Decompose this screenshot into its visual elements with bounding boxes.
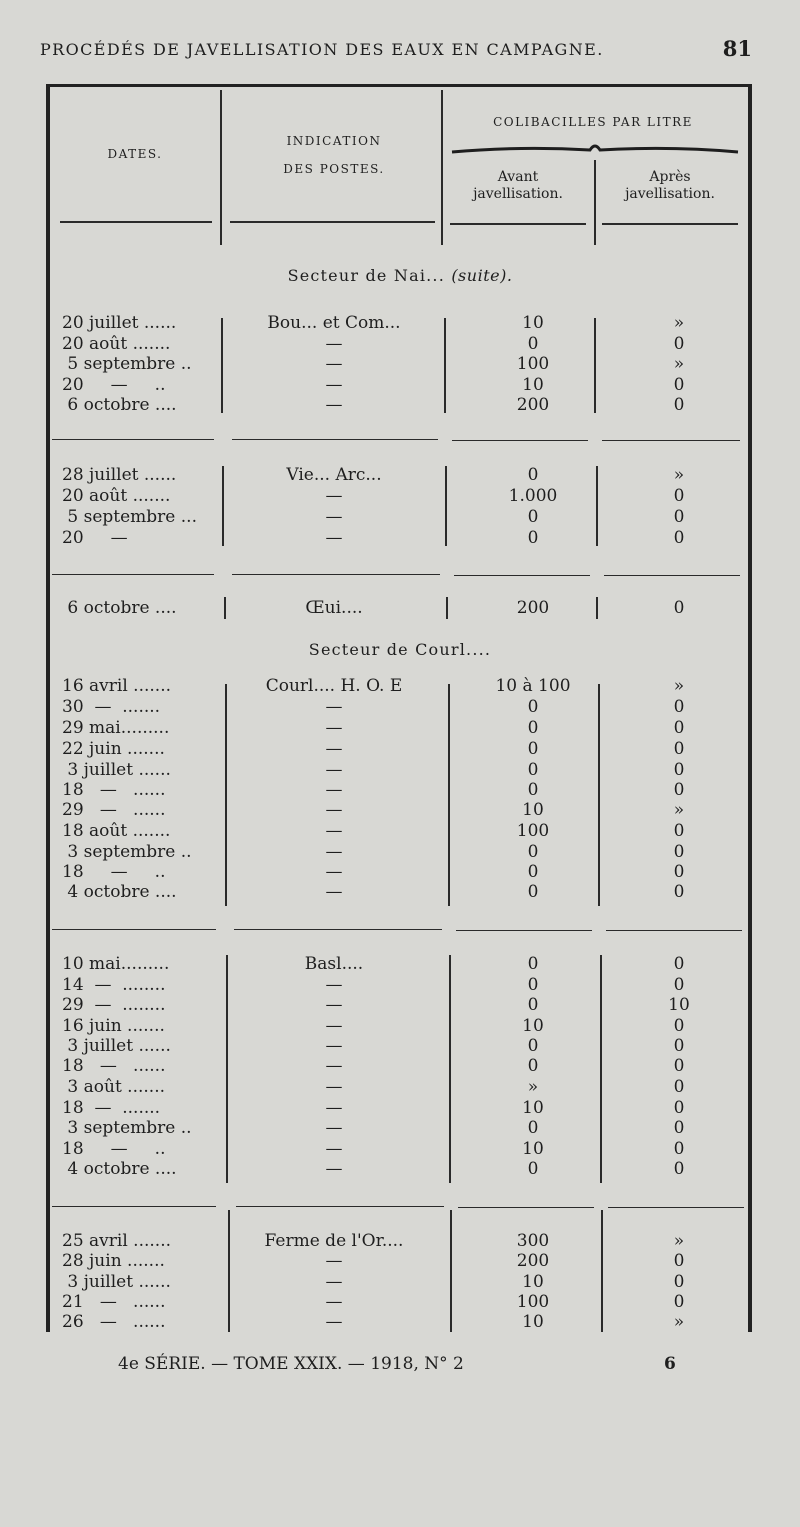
apres-cell: »	[673, 465, 685, 485]
group-divider	[232, 439, 438, 440]
table-row	[0, 334, 800, 355]
table-row	[0, 486, 800, 507]
date-cell: 18 — ..	[62, 1139, 166, 1159]
table-row	[0, 739, 800, 760]
avant-cell: 10	[522, 1098, 544, 1118]
brace-icon	[450, 138, 740, 160]
poste-cell: —	[325, 821, 343, 841]
poste-cell: —	[325, 1077, 343, 1097]
column-divider	[448, 684, 450, 906]
column-divider	[221, 318, 223, 413]
date-cell: 3 septembre ..	[62, 842, 192, 862]
apres-cell: »	[673, 676, 685, 696]
poste-cell: —	[325, 760, 343, 780]
avant-cell: 0	[527, 862, 539, 882]
group-divider	[604, 575, 740, 576]
poste-cell: —	[325, 1056, 343, 1076]
table-row	[0, 800, 800, 821]
header-rule	[230, 221, 435, 223]
avant-cell: 100	[516, 354, 550, 374]
column-divider	[598, 684, 600, 906]
avant-cell: 10	[522, 1312, 544, 1332]
table-row	[0, 1292, 800, 1313]
apres-cell: »	[673, 313, 685, 333]
apres-cell: 0	[673, 780, 685, 800]
apres-cell: 10	[668, 995, 690, 1015]
date-cell: 3 juillet ......	[62, 1272, 171, 1292]
table-row	[0, 354, 800, 375]
avant-cell: 0	[527, 718, 539, 738]
poste-cell: —	[325, 1098, 343, 1118]
apres-cell: 0	[673, 697, 685, 717]
avant-cell: 1.000	[508, 486, 558, 506]
table-row	[0, 718, 800, 739]
column-divider	[446, 597, 448, 619]
apres-cell: »	[673, 354, 685, 374]
column-divider	[226, 955, 228, 1183]
header-avant-1: Avant	[497, 169, 539, 185]
column-divider	[596, 466, 598, 546]
apres-cell: 0	[673, 882, 685, 902]
table-row	[0, 780, 800, 801]
poste-cell: —	[325, 1118, 343, 1138]
column-divider	[222, 466, 224, 546]
poste-cell: —	[325, 374, 343, 395]
table-row	[0, 313, 800, 334]
group-divider	[52, 1206, 216, 1207]
date-cell: 14 — ........	[62, 975, 166, 995]
date-cell: 10 mai.........	[62, 954, 170, 974]
poste-cell: —	[325, 1036, 343, 1056]
header-dates: DATES.	[107, 147, 163, 161]
apres-cell: »	[673, 1312, 685, 1332]
avant-cell: 0	[527, 507, 539, 527]
table-row	[0, 676, 800, 697]
date-cell: 28 juillet ......	[62, 465, 177, 485]
apres-cell: 0	[673, 486, 685, 506]
avant-cell: 100	[516, 1292, 550, 1312]
poste-cell: Courl.... H. O. E	[265, 676, 403, 696]
date-cell: 29 mai.........	[62, 718, 170, 738]
date-cell: 20 juillet ......	[62, 313, 177, 333]
poste-cell: Ferme de l'Or....	[264, 1231, 404, 1251]
date-cell: 3 août .......	[62, 1077, 166, 1097]
avant-cell: 10	[522, 374, 544, 395]
table-row	[0, 1098, 800, 1119]
date-cell: 22 juin .......	[62, 739, 165, 759]
apres-cell: 0	[673, 739, 685, 759]
table-row	[0, 1016, 800, 1037]
apres-cell: 0	[673, 1056, 685, 1076]
apres-cell: 0	[673, 821, 685, 841]
table-row	[0, 697, 800, 718]
apres-cell: 0	[673, 760, 685, 780]
apres-cell: »	[673, 1231, 685, 1251]
table-row	[0, 1036, 800, 1057]
date-cell: 25 avril .......	[62, 1231, 172, 1251]
header-rule	[60, 221, 212, 223]
avant-cell: 0	[527, 1036, 539, 1056]
apres-cell: 0	[673, 842, 685, 862]
poste-cell: —	[325, 486, 343, 506]
column-divider	[449, 955, 451, 1183]
date-cell: 18 — ......	[62, 1056, 166, 1076]
poste-cell: Basl....	[304, 954, 364, 974]
apres-cell: 0	[673, 1016, 685, 1036]
table-row	[0, 1118, 800, 1139]
column-divider	[600, 955, 602, 1183]
table-row	[0, 1056, 800, 1077]
poste-cell: —	[325, 739, 343, 759]
date-cell: 6 octobre ....	[62, 395, 177, 415]
apres-cell: 0	[673, 1139, 685, 1159]
apres-cell: 0	[673, 1292, 685, 1312]
sector-heading	[0, 640, 800, 659]
avant-cell: 10	[522, 1272, 544, 1292]
signature-mark: 6	[664, 1354, 676, 1374]
date-cell: 3 juillet ......	[62, 1036, 171, 1056]
poste-cell: —	[325, 528, 343, 548]
avant-cell: 200	[516, 598, 550, 618]
apres-cell: 0	[673, 718, 685, 738]
poste-cell: Vie... Arc...	[286, 465, 382, 485]
running-head	[40, 36, 752, 64]
poste-cell: —	[325, 882, 343, 902]
header-rule	[602, 223, 738, 225]
date-cell: 16 juin .......	[62, 1016, 165, 1036]
poste-cell: —	[325, 1272, 343, 1292]
poste-cell: —	[325, 995, 343, 1015]
group-divider	[52, 574, 214, 575]
group-divider	[608, 1207, 744, 1208]
sector-heading	[0, 266, 800, 285]
table-row	[0, 528, 800, 549]
avant-cell: 0	[527, 697, 539, 717]
avant-cell: 0	[527, 975, 539, 995]
poste-cell: —	[325, 1159, 343, 1179]
date-cell: 26 — ......	[62, 1312, 166, 1332]
header-divider-3	[594, 160, 596, 245]
poste-cell: Bou... et Com...	[267, 313, 401, 333]
avant-cell: 10 à 100	[495, 676, 571, 696]
date-cell: 30 — .......	[62, 697, 161, 717]
date-cell: 20 août .......	[62, 333, 171, 354]
date-cell: 20 — ..	[62, 374, 166, 395]
apres-cell: 0	[673, 1251, 685, 1271]
avant-cell: 0	[527, 995, 539, 1015]
table-row	[0, 821, 800, 842]
avant-cell: 0	[527, 528, 539, 548]
date-cell: 6 octobre ....	[62, 598, 177, 618]
header-divider-1	[220, 90, 222, 245]
apres-cell: 0	[673, 954, 685, 974]
header-rule	[450, 223, 586, 225]
date-cell: 16 avril .......	[62, 676, 172, 696]
date-cell: 5 septembre ...	[62, 507, 197, 527]
poste-cell: —	[325, 1016, 343, 1036]
avant-cell: 0	[527, 1056, 539, 1076]
running-title: PROCÉDÉS DE JAVELLISATION DES EAUX EN CAMPAGNE.	[40, 40, 604, 59]
table-row	[0, 1159, 800, 1180]
avant-cell: 0	[527, 842, 539, 862]
table-row	[0, 507, 800, 528]
table-row	[0, 1077, 800, 1098]
avant-cell: 100	[516, 821, 550, 841]
table-row	[0, 598, 800, 619]
sector-suite: (suite).	[451, 266, 513, 285]
avant-cell: 10	[522, 1016, 544, 1036]
avant-cell: 0	[527, 882, 539, 902]
poste-cell: —	[325, 1251, 343, 1271]
avant-cell: 0	[527, 1159, 539, 1179]
avant-cell: 10	[522, 1139, 544, 1159]
date-cell: 21 — ......	[62, 1292, 166, 1312]
poste-cell: —	[325, 1292, 343, 1312]
table-row	[0, 1139, 800, 1160]
table-row	[0, 1312, 800, 1333]
apres-cell: 0	[673, 975, 685, 995]
header-apres-2: javellisation.	[625, 186, 715, 202]
sector-name: Secteur de Courl....	[308, 640, 492, 659]
date-cell: 3 septembre ..	[62, 1118, 192, 1138]
group-divider	[52, 929, 216, 930]
apres-cell: 0	[673, 333, 685, 354]
poste-cell: —	[325, 354, 343, 374]
group-divider	[458, 1207, 594, 1208]
group-divider	[452, 440, 588, 441]
avant-cell: 0	[527, 333, 539, 354]
date-cell: 20 août .......	[62, 486, 171, 506]
avant-cell: 0	[527, 780, 539, 800]
group-divider	[232, 574, 440, 575]
column-divider	[224, 597, 226, 619]
date-cell: 4 octobre ....	[62, 882, 177, 902]
group-divider	[606, 930, 742, 931]
avant-cell: 10	[522, 800, 544, 820]
date-cell: 5 septembre ..	[62, 354, 192, 374]
date-cell: 18 — ......	[62, 780, 166, 800]
column-divider	[601, 1210, 603, 1332]
apres-cell: 0	[673, 1159, 685, 1179]
header-postes-1: INDICATION	[286, 134, 382, 148]
avant-cell: 0	[527, 739, 539, 759]
poste-cell: —	[325, 333, 343, 354]
apres-cell: 0	[673, 1098, 685, 1118]
date-cell: 18 — .......	[62, 1098, 161, 1118]
avant-cell: 200	[516, 1251, 550, 1271]
group-divider	[52, 439, 214, 440]
poste-cell: —	[325, 1139, 343, 1159]
header-divider-2	[441, 90, 443, 245]
table-row	[0, 842, 800, 863]
apres-cell: 0	[673, 374, 685, 395]
sector-name: Secteur de Nai...	[287, 266, 446, 285]
column-divider	[225, 684, 227, 906]
group-divider	[602, 440, 740, 441]
column-divider	[596, 597, 598, 619]
date-cell: 3 juillet ......	[62, 760, 171, 780]
poste-cell: —	[325, 507, 343, 527]
poste-cell: —	[325, 842, 343, 862]
apres-cell: 0	[673, 598, 685, 618]
poste-cell: —	[325, 395, 343, 415]
table-row	[0, 882, 800, 903]
date-cell: 18 — ..	[62, 862, 166, 882]
poste-cell: —	[325, 975, 343, 995]
header-avant-2: javellisation.	[473, 186, 563, 202]
table-row	[0, 995, 800, 1016]
header-apres-1: Après	[649, 169, 691, 185]
header-colibacilles: COLIBACILLES PAR LITRE	[493, 115, 693, 129]
table-row	[0, 760, 800, 781]
avant-cell: 200	[516, 395, 550, 415]
column-divider	[594, 318, 596, 413]
table-row	[0, 1251, 800, 1272]
avant-cell: 300	[516, 1231, 550, 1251]
poste-cell: —	[325, 800, 343, 820]
apres-cell: 0	[673, 1272, 685, 1292]
column-divider	[444, 318, 446, 413]
poste-cell: —	[325, 697, 343, 717]
series-line: 4e SÉRIE. — TOME XXIX. — 1918, N° 2	[118, 1354, 464, 1374]
poste-cell: Œui....	[305, 598, 363, 618]
poste-cell: —	[325, 862, 343, 882]
poste-cell: —	[325, 718, 343, 738]
table-row	[0, 1272, 800, 1293]
apres-cell: 0	[673, 1036, 685, 1056]
avant-cell: 0	[527, 760, 539, 780]
header-postes-2: DES POSTES.	[283, 162, 385, 176]
avant-cell: 0	[527, 1118, 539, 1138]
avant-cell: »	[527, 1077, 539, 1097]
group-divider	[234, 929, 442, 930]
poste-cell: —	[325, 1312, 343, 1332]
column-divider	[228, 1210, 230, 1332]
table-row	[0, 465, 800, 486]
poste-cell: —	[325, 780, 343, 800]
date-cell: 29 — ......	[62, 800, 166, 820]
date-cell: 28 juin .......	[62, 1251, 165, 1271]
date-cell: 20 —	[62, 528, 128, 548]
group-divider	[454, 575, 590, 576]
table-row	[0, 975, 800, 996]
avant-cell: 10	[522, 313, 544, 333]
date-cell: 4 octobre ....	[62, 1159, 177, 1179]
avant-cell: 0	[527, 465, 539, 485]
column-divider	[450, 1210, 452, 1332]
apres-cell: 0	[673, 507, 685, 527]
apres-cell: 0	[673, 1077, 685, 1097]
table-row	[0, 862, 800, 883]
table-row	[0, 954, 800, 975]
page-number: 81	[722, 36, 752, 61]
page-footer	[0, 1354, 800, 1380]
group-divider	[236, 1206, 444, 1207]
date-cell: 29 — ........	[62, 995, 166, 1015]
date-cell: 18 août .......	[62, 821, 171, 841]
column-divider	[445, 466, 447, 546]
apres-cell: 0	[673, 528, 685, 548]
table-row	[0, 1231, 800, 1252]
apres-cell: 0	[673, 1118, 685, 1138]
table-row	[0, 395, 800, 416]
apres-cell: 0	[673, 395, 685, 415]
apres-cell: 0	[673, 862, 685, 882]
group-divider	[456, 930, 592, 931]
table-row	[0, 375, 800, 396]
avant-cell: 0	[527, 954, 539, 974]
apres-cell: »	[673, 800, 685, 820]
